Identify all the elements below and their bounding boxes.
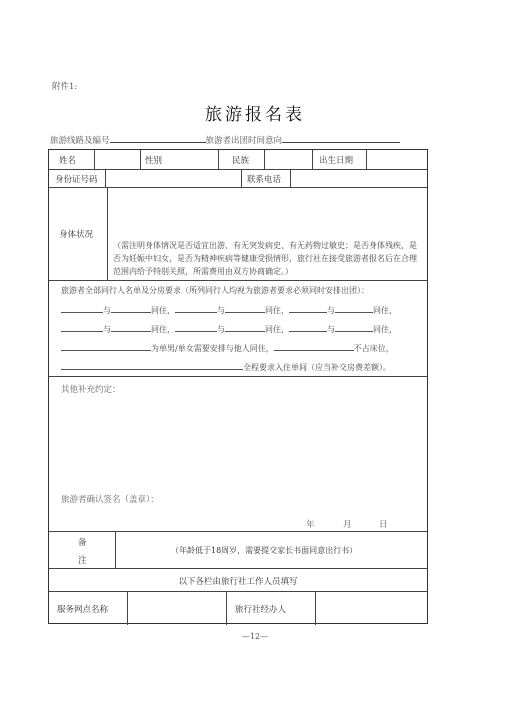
day-label: 日 — [379, 520, 388, 530]
remarks-note: （年龄低于18周岁，需要提交家长书面同意出行书） — [171, 546, 358, 555]
companion-blank[interactable] — [111, 322, 151, 332]
companion-blank[interactable] — [225, 322, 265, 332]
row-divider — [49, 187, 427, 188]
companion-blank[interactable] — [61, 303, 103, 313]
companion-blank[interactable] — [335, 322, 373, 332]
same-room-text: 同住， — [265, 306, 289, 315]
route-label: 旅游线路及编号 — [50, 136, 110, 146]
col-divider — [264, 150, 265, 169]
companion-blank[interactable] — [289, 303, 327, 313]
col-divider — [366, 150, 367, 169]
single-room-text: 全程要求入住单间（应当补交房费差额）。 — [243, 363, 391, 372]
room-pairs-line-1 — [61, 303, 421, 317]
gender-label: 性别 — [145, 156, 163, 166]
companion-blank[interactable] — [61, 341, 151, 351]
route-line — [50, 133, 430, 147]
companion-blank[interactable] — [111, 303, 151, 313]
with-text: 与 — [217, 325, 225, 334]
single-traveler-line — [61, 341, 421, 355]
same-room-text: 同住， — [151, 306, 175, 315]
with-text: 与 — [327, 306, 335, 315]
companion-blank[interactable] — [175, 303, 217, 313]
col-divider — [218, 150, 219, 169]
row-divider — [49, 280, 427, 281]
col-divider — [140, 150, 141, 169]
same-room-text: 同住， — [265, 325, 289, 334]
phone-label: 联系电话 — [247, 175, 282, 185]
page-number: —12— — [241, 632, 269, 641]
col-divider — [312, 150, 313, 169]
companion-blank[interactable] — [335, 303, 373, 313]
col-divider — [105, 169, 106, 187]
col-divider — [127, 591, 128, 625]
with-text: 与 — [103, 306, 111, 315]
health-note: （需注明身体情况是否适宜出游、有无突发病史、有无药物过敏史；是否身体残疾，是否为妊娠中妇女，是否为精神疾病等健康受损情形，旅行社在接受旅游者报名后在合理范围内给予特别关照，所需费用由双方协商确定。） — [113, 241, 417, 276]
birth-date-label: 出生日期 — [319, 156, 354, 166]
date-intent-blank[interactable] — [282, 133, 400, 143]
signature-label: 旅游者确认签名（盖章）： — [61, 495, 159, 505]
col-divider — [241, 169, 242, 187]
companion-blank[interactable] — [175, 322, 217, 332]
col-divider — [290, 169, 291, 187]
row-divider — [49, 376, 427, 377]
date-intent-label: 旅游者出团时间意向 — [205, 136, 283, 146]
row-divider — [49, 568, 427, 569]
with-text: 与 — [103, 325, 111, 334]
annex-label: 附件1: — [52, 82, 78, 92]
single-room-line — [61, 360, 421, 374]
with-text: 与 — [217, 306, 225, 315]
same-room-text: 同住， — [373, 306, 397, 315]
row-divider — [49, 531, 427, 532]
ethnicity-label: 民族 — [232, 156, 250, 166]
remarks-label-top: 备 — [78, 538, 87, 548]
with-text: 与 — [327, 325, 335, 334]
agency-heading: 以下各栏由旅行社工作人员填写 — [178, 577, 298, 587]
row-divider — [49, 591, 427, 592]
same-room-text: 同住， — [373, 325, 397, 334]
name-label: 姓名 — [59, 156, 77, 166]
companion-blank[interactable] — [61, 322, 103, 332]
room-pairs-line-2 — [61, 322, 421, 336]
col-divider — [115, 531, 116, 568]
service-outlet-label: 服务网点名称 — [57, 605, 109, 615]
health-label: 身体状况 — [59, 230, 94, 240]
supplement-label: 其他补充约定： — [61, 385, 121, 395]
remarks-label-bottom: 注 — [78, 556, 87, 566]
no-bed-text: 不占床位， — [353, 344, 394, 353]
col-divider — [226, 591, 227, 625]
year-label: 年 — [306, 520, 315, 530]
month-label: 月 — [343, 520, 352, 530]
companion-blank[interactable] — [225, 303, 265, 313]
companion-blank[interactable] — [61, 360, 243, 370]
single-share-text: 为单男/单女需要安排与他人同住， — [151, 344, 274, 353]
route-blank[interactable] — [110, 133, 206, 143]
id-number-label: 身份证号码 — [55, 175, 98, 185]
companions-intro: 旅游者全部同行人名单及分房要求（所列同行人均视为旅游者要求必须同时安排出团）： — [61, 286, 369, 295]
registration-table — [48, 149, 428, 624]
col-divider — [315, 591, 316, 625]
col-divider — [107, 187, 108, 280]
col-divider — [94, 150, 95, 169]
form-title: 旅游报名表 — [205, 105, 305, 125]
companion-blank[interactable] — [274, 341, 354, 351]
agency-handler-label: 旅行社经办人 — [235, 605, 287, 615]
same-room-text: 同住， — [151, 325, 175, 334]
companion-blank[interactable] — [289, 322, 327, 332]
